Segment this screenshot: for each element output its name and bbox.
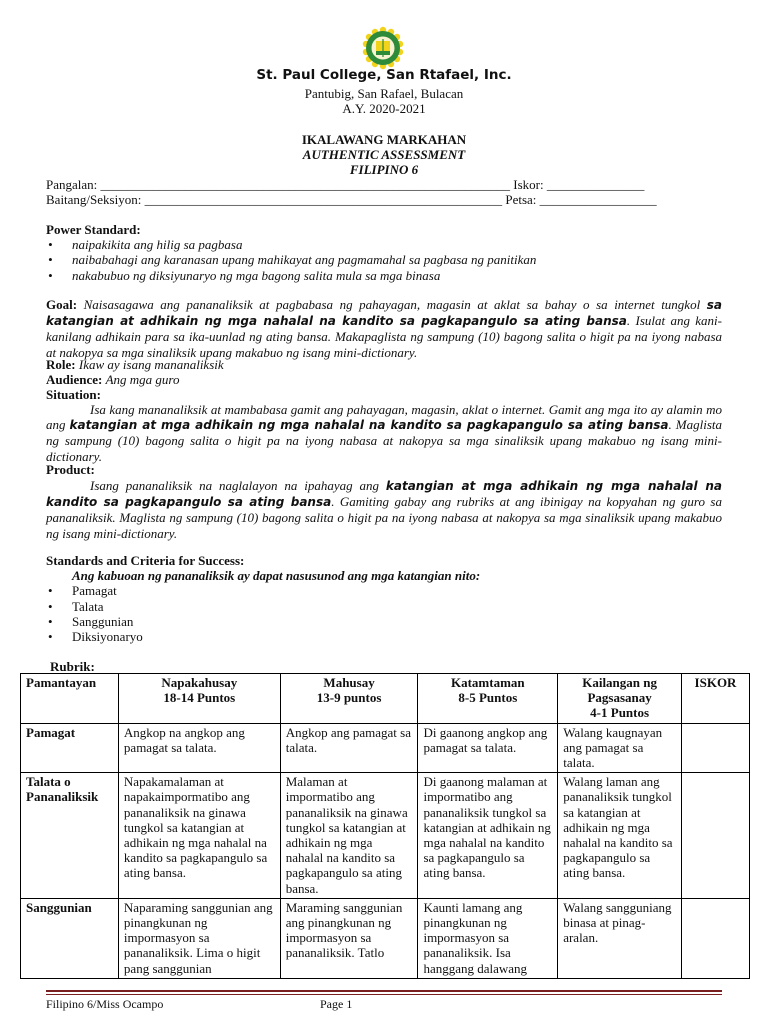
goal-label: Goal: — [46, 297, 78, 312]
list-item: • naibabahagi ang karanasan upang mahikayat ang pagmamahal sa pagbasa ng panitikan — [46, 252, 722, 267]
table-cell: Walang kaugnayan ang pamagat sa talata. — [558, 723, 682, 773]
footer-rule-thin — [46, 994, 722, 995]
table-cell: Di gaanong malaman at impormatibo ang pananaliksik tungkol sa katangian at adhikain ng mga nahalal na kandito sa pagkapangulo sa ating bansa. — [418, 773, 558, 899]
name-score-row — [46, 177, 736, 192]
product-heading-line — [46, 462, 722, 477]
list-item: • Pamagat — [46, 583, 722, 598]
goal-bold: sa katangian at adhikain ng mga nahalal na kandito sa pagkapangulo sa ating bansa — [46, 298, 722, 329]
criterion-sanggunian: Sanggunian — [21, 898, 119, 978]
footer-page-number: Page 1 — [320, 997, 353, 1011]
header-iskor: ISKOR — [682, 674, 750, 724]
goal-text-2: . Isulat ang kani-kanilang adhikain para sa ika-uunlad ng ating bansa. Makapaglista ng sampung (10) bagong salita o higit pa na iyong nabasa at nakopya sa mga sinaliksik upang makabuo ng isang mini-dictionary. — [46, 313, 722, 360]
school-name: St. Paul College, San Rtafael, Inc. — [256, 67, 512, 83]
table-row — [21, 773, 750, 899]
header-pamantayan: Pamantayan — [21, 674, 119, 724]
footer-author: Filipino 6/Miss Ocampo — [46, 997, 164, 1011]
table-cell: Napakamalaman at napakaimpormatibo ang pananaliksik na ginawa tungkol sa katangian at adhikain ng mga nahalal na kandito sa pagkapangulo sa ating bansa. — [118, 773, 280, 899]
audience-text: Ang mga guro — [105, 372, 180, 387]
table-row — [21, 723, 750, 773]
product-bold: katangian at mga adhikain ng mga nahalal na kandito sa pagkapangulo sa ating bansa — [46, 479, 723, 510]
date-label: Petsa: — [505, 192, 537, 207]
table-cell: Angkop na angkop ang pamagat sa talata. — [118, 723, 280, 773]
role-line — [46, 357, 722, 372]
criterion-talata: Talata o Pananaliksik — [21, 773, 119, 899]
rubric-header-row — [21, 674, 750, 724]
table-cell: Maraming sanggunian ang pinangkunan ng impormasyon sa pananaliksik. Tatlo — [280, 898, 418, 978]
standards-heading: Standards and Criteria for Success: — [46, 553, 245, 568]
power-standard-list — [46, 237, 722, 283]
product-label: Product: — [46, 462, 95, 477]
table-row — [21, 898, 750, 978]
rubric-table — [20, 673, 750, 979]
school-address: Pantubig, San Rafael, Bulacan — [304, 86, 464, 101]
section-date-row — [46, 192, 736, 207]
table-cell: Angkop ang pamagat sa talata. — [280, 723, 418, 773]
role-text: Ikaw ay isang mananaliksik — [78, 357, 224, 372]
quarter-title: IKALAWANG MARKAHAN — [301, 132, 467, 147]
subject-title: FILIPINO 6 — [349, 162, 419, 177]
name-label: Pangalan: — [46, 177, 98, 192]
school-seal-logo — [352, 26, 414, 72]
table-cell: Naparaming sanggunian ang pinangkunan ng impormasyon sa pananaliksik. Lima o higit pang sanggunian — [118, 898, 280, 978]
list-item: • naipakikita ang hilig sa pagbasa — [46, 237, 722, 252]
standards-subheading: Ang kabuoan ng pananaliksik ay dapat nasusunod ang mga katangian nito: — [72, 568, 481, 584]
product-paragraph — [46, 478, 722, 541]
score-cell[interactable] — [682, 898, 750, 978]
header-mahusay: Mahusay 13-9 puntos — [280, 674, 418, 724]
audience-line — [46, 372, 722, 387]
situation-label: Situation: — [46, 387, 101, 402]
date-field[interactable]: __________________ — [539, 192, 657, 207]
table-cell: Di gaanong angkop ang pamagat sa talata. — [418, 723, 558, 773]
power-standard-heading: Power Standard: — [46, 222, 141, 237]
role-label: Role: — [46, 357, 76, 372]
standards-section — [46, 553, 722, 644]
table-cell: Walang laman ang pananaliksik tungkol sa katangian at adhikain ng mga nahalal na kandito sa pagkapangulo sa ating bansa. — [558, 773, 682, 899]
audience-label: Audience: — [46, 372, 103, 387]
rubric-label: Rubrik: — [50, 659, 95, 674]
table-cell: Malaman at impormatibo ang pananaliksik na ginawa tungkol sa katangian at adhikain ng mga nahalal na kandito sa pagkapangulo sa ating bansa. — [280, 773, 418, 899]
header-napakahusay: Napakahusay 18-14 Puntos — [118, 674, 280, 724]
assessment-title: AUTHENTIC ASSESSMENT — [302, 147, 466, 162]
product-text-2: . Gamiting gabay ang rubriks at ang ibinigay na kopyahan ng guro sa pananaliksik. Maglista ng sampung (10) bagong salita o higit pa na iyong nabasa at nakopya sa mga sinaliksik upang makabuo ng isang mini-dictionary. — [46, 494, 722, 541]
list-item: • Talata — [46, 599, 722, 614]
score-field[interactable]: _______________ — [546, 177, 645, 192]
table-cell: Kaunti lamang ang pinangkunan ng impormasyon sa pananaliksik. Isa hanggang dalawang — [418, 898, 558, 978]
score-cell[interactable] — [682, 773, 750, 899]
goal-text-1: Naisasagawa ang pananaliksik at pagbabasa ng pahayagan, magasin at aklat sa bahay o sa internet tungkol — [83, 297, 701, 312]
score-cell[interactable] — [682, 723, 750, 773]
header-kailangan: Kailangan ng Pagsasanay 4-1 Puntos — [558, 674, 682, 724]
situation-paragraph — [46, 402, 722, 464]
goal-paragraph — [46, 297, 722, 360]
situation-text-2: . Maglista ng sampung (10) bagong salita o higit pa na iyong nabasa at nakopya sa mga sinaliksik upang makabuo ng isang mini-dictionary. — [46, 417, 722, 464]
product-text-1: Isang pananaliksik na naglalayon na ipahayag ang — [90, 478, 379, 493]
school-year: A.Y. 2020-2021 — [342, 101, 426, 116]
standards-list — [46, 583, 722, 644]
situation-text-1: Isa kang mananaliksik at mambabasa gamit ang pahayagan, magasin, aklat o internet. Gamit ang mga ito ay alamin mo ang — [46, 402, 722, 433]
criterion-pamagat: Pamagat — [21, 723, 119, 773]
list-item: • Diksiyonaryo — [46, 629, 722, 644]
section-field[interactable]: _______________________________________________________ — [144, 192, 503, 207]
power-standard-section — [46, 222, 722, 283]
situation-heading-line — [46, 387, 722, 402]
name-field[interactable]: _______________________________________________________________ — [100, 177, 511, 192]
section-label: Baitang/Seksiyon: — [46, 192, 142, 207]
list-item: • Sanggunian — [46, 614, 722, 629]
header-katamtaman: Katamtaman 8-5 Puntos — [418, 674, 558, 724]
score-label: Iskor: — [513, 177, 544, 192]
table-cell: Walang sangguniang binasa at pinag-aralan. — [558, 898, 682, 978]
footer-rule — [46, 990, 722, 992]
list-item: • nakabubuo ng diksiyunaryo ng mga bagong salita mula sa mga binasa — [46, 268, 722, 283]
situation-bold: katangian at mga adhikain ng mga nahalal na kandito sa pagkapangulo sa ating bansa — [69, 418, 669, 433]
